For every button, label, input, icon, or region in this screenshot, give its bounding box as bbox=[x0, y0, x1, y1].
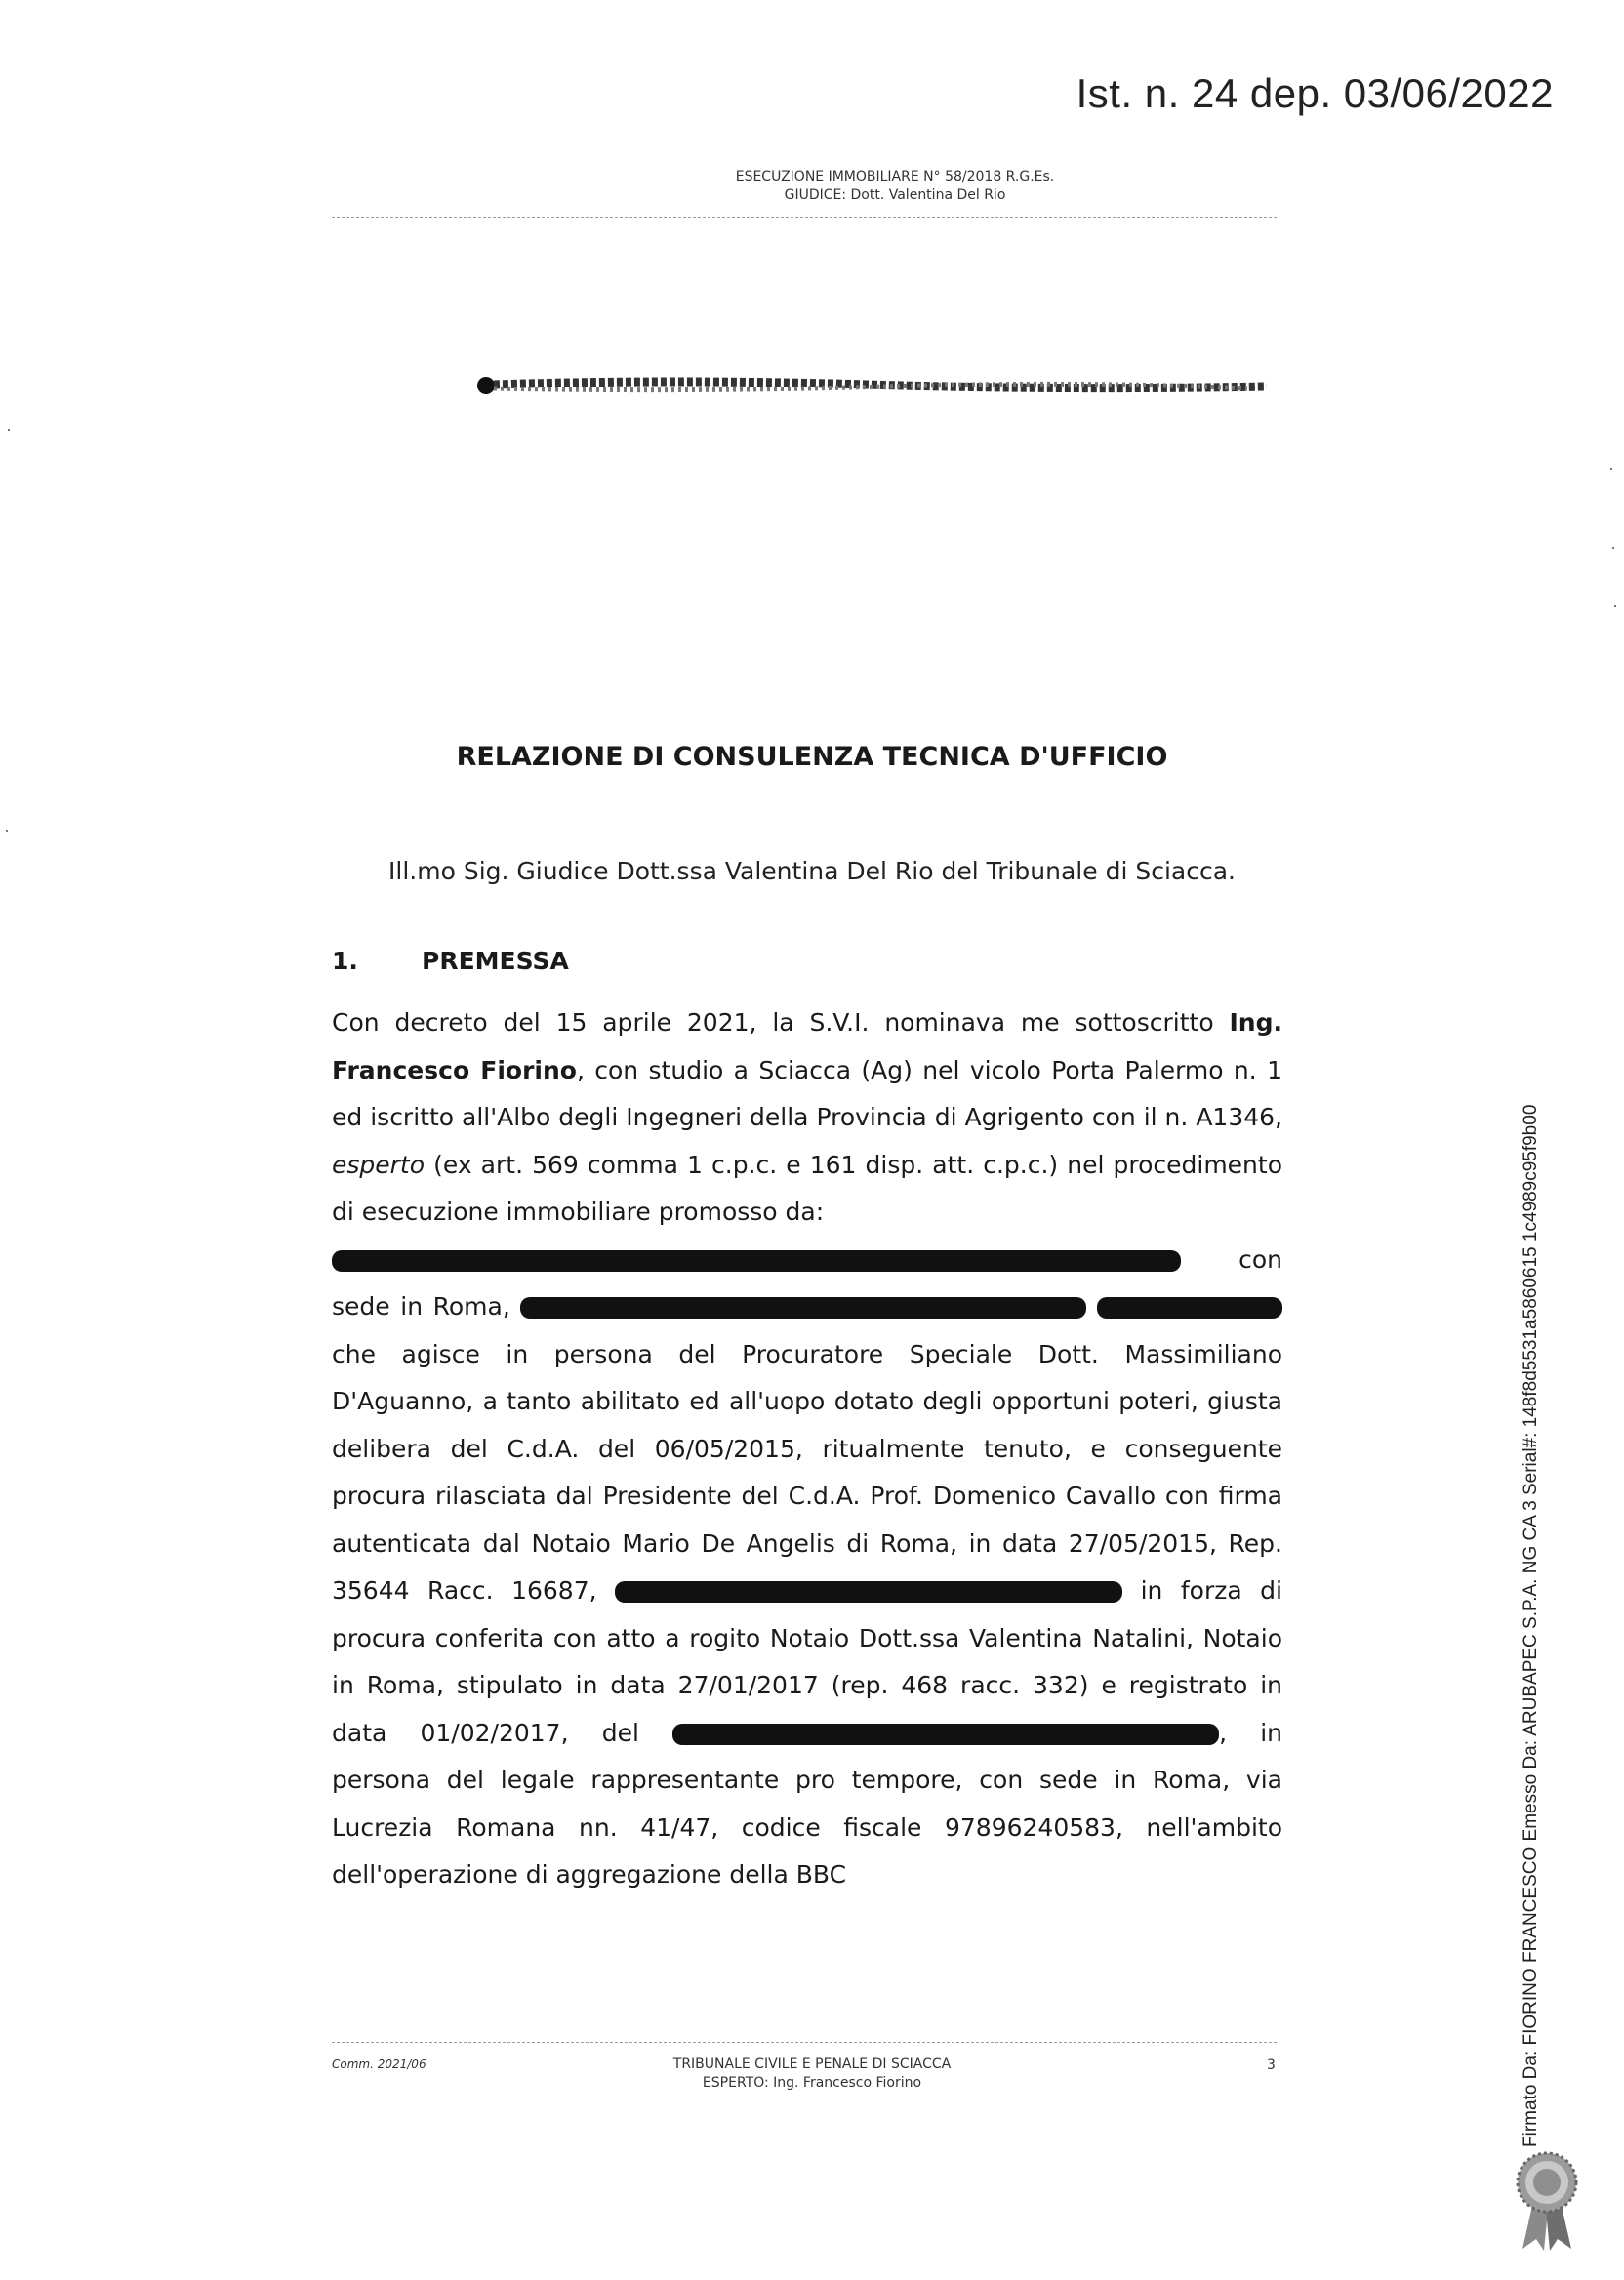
expert-name: Ing. Francesco Fiorino bbox=[332, 1008, 1282, 1084]
digital-signature-stamp: Firmato Da: FIORINO FRANCESCO Emesso Da: ARUBAPEC S.P.A. NG CA 3 Serial#: 148f8d5531a5860615 1c4989c95f9b00 bbox=[1521, 1104, 1541, 2147]
redaction-mark bbox=[672, 1724, 1219, 1745]
scan-speck bbox=[8, 429, 10, 431]
redacted-line bbox=[476, 375, 1267, 396]
scan-speck bbox=[1610, 468, 1612, 470]
redaction-mark bbox=[1097, 1297, 1282, 1319]
footer-divider bbox=[332, 2042, 1277, 2043]
scan-speck bbox=[1614, 605, 1616, 607]
deposit-stamp: Ist. n. 24 dep. 03/06/2022 bbox=[1076, 70, 1554, 116]
paragraph-2: con sede in Roma, che agisce in persona del Procuratore Speciale Dott. Massimiliano D'Aguanno, a tanto abilitato ed all'uopo dotato degli opportuni poteri, giusta delibera del C.d.A. del 06/05/2015, ritualmente tenuto, e conseguente procura rilasciata dal Presidente del C.d.A. Prof. Domenico Cavallo con firma autenticata dal Notaio Mario De Angelis di Roma, in data 27/05/2015, Rep. 35644 Racc. 16687, in forza di procura conferita con atto a rogito Notaio Dott.ssa Valentina Natalini, Notaio in Roma, stipulato in data 27/01/2017 (rep. 468 racc. 332) e registrato in data 01/02/2017, del , in persona del legale rappresentante pro tempore, con sede in Roma, via Lucrezia Romana nn. 41/47, codice fiscale 97896240583, nell'ambito dell'operazione di aggregazione della BBC bbox=[332, 1244, 1283, 1889]
scan-speck bbox=[6, 830, 8, 832]
salutation: Ill.mo Sig. Giudice Dott.ssa Valentina Del Rio del Tribunale di Sciacca. bbox=[388, 857, 1236, 885]
section-title: PREMESSA bbox=[422, 947, 569, 975]
document-header bbox=[0, 168, 1624, 205]
certificate-seal-icon bbox=[1511, 2147, 1583, 2251]
footer-court: TRIBUNALE CIVILE E PENALE DI SCIACCA ESPERTO: Ing. Francesco Fiorino bbox=[672, 2056, 952, 2091]
section-heading bbox=[332, 947, 569, 975]
section-number: 1. bbox=[332, 947, 358, 975]
footer-reference: Comm. 2021/06 bbox=[332, 2057, 426, 2071]
page-number: 3 bbox=[1267, 2057, 1276, 2073]
header-judge: GIUDICE: Dott. Valentina Del Rio bbox=[784, 187, 1006, 203]
redaction-mark bbox=[520, 1297, 1086, 1319]
header-divider bbox=[332, 217, 1277, 218]
body-text bbox=[332, 999, 1282, 1899]
paragraph-1: Con decreto del 15 aprile 2021, la S.V.I. nominava me sottoscritto Ing. Francesco Fiorino, con studio a Sciacca (Ag) nel vicolo Porta Palermo n. 1 ed iscritto all'Albo degli Ingegneri della Provincia di Agrigento con il n. A1346, esperto (ex art. 569 comma 1 c.p.c. e 161 disp. att. c.p.c.) nel procedimento di esecuzione immobiliare promosso da: bbox=[332, 1008, 1282, 1226]
scan-speck bbox=[1612, 547, 1614, 549]
document-title: RELAZIONE DI CONSULENZA TECNICA D'UFFICIO bbox=[456, 742, 1168, 772]
header-procedure-number: ESECUZIONE IMMOBILIARE N° 58/2018 R.G.Es. bbox=[735, 169, 1055, 184]
redaction-mark bbox=[615, 1581, 1122, 1603]
redaction-mark bbox=[332, 1250, 1181, 1272]
